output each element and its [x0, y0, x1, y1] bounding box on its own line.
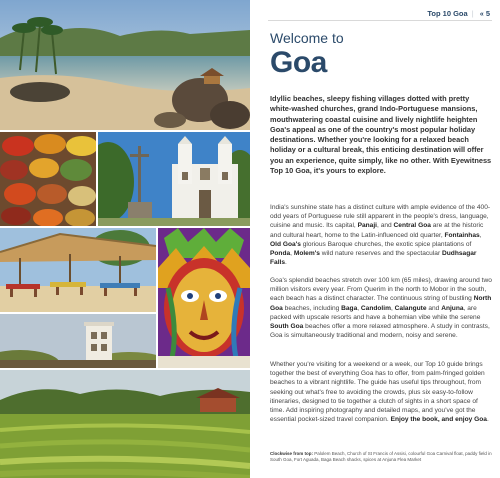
para3-text-1: Whether you're visiting for a weekend or a week, our Top 10 guide brings together the best of everything Goa has to offer, from palm-fringed golden beaches to a vibrant nightlife. The guide has useful tips throughout, from seeking out what's free to avoiding the crowds, plus six easy-to-follow itineraries, designed to tie together a clutch of sights in a short space of time. Add inspiring photography and detailed maps, and you've got the essential pocket-sized travel companion.: [270, 361, 485, 424]
caption-lead: Clockwise from top:: [270, 451, 314, 456]
para2-text-1: Goa's splendid beaches stretch over 100 km (65 miles), drawing around two million visitors every year. From Querim in the north to Mobor in the south, each beach has a distinct character. The continuous string of bustling: [270, 277, 492, 303]
para1-text-4: ,: [479, 231, 482, 239]
photo-caption: [270, 451, 492, 463]
photo-palolem-beach: [0, 0, 250, 130]
para2-place-calangute: Calangute: [394, 304, 427, 312]
para1-place-central-goa: Central Goa: [393, 222, 431, 230]
para1-place-molem: Molem's: [293, 250, 320, 258]
para1-text-3: are at the historic and cultural heart, home to the Latin-influenced old quarter,: [270, 222, 484, 239]
para1-text-7: wild nature reserves and the spectacular: [319, 250, 443, 258]
para1-text-8: .: [285, 259, 287, 267]
para3-text-2: .: [486, 416, 489, 424]
running-head-separator: |: [471, 9, 474, 18]
page-title: Goa: [270, 46, 327, 79]
para2-place-anjuna: Anjuna: [441, 304, 464, 312]
para2-text-4: ,: [390, 304, 395, 312]
para2-place-north-goa: North Goa: [270, 295, 492, 312]
page-number: 5: [485, 9, 490, 18]
para2-text-3: ,: [357, 304, 361, 312]
para2-text-5: and: [426, 304, 442, 312]
photo-fort-aguada: [0, 314, 156, 368]
para3-closing: Enjoy the book, and enjoy Goa: [390, 416, 487, 424]
header-rule: [268, 20, 492, 21]
photo-carnival-float: [158, 228, 250, 368]
para1-text-5: glorious Baroque churches, the exotic spice plantations of: [300, 240, 472, 248]
photo-paddy-field: [0, 370, 250, 478]
caption-text: Palolem Beach, Church of St Francis of Assisi, colourful Goa Carnival float, paddy field in South Goa, Fort Aguada, Baga Beach shacks, spices at Anjuna Flea Market: [270, 451, 492, 462]
body-paragraph-1: [270, 203, 492, 267]
para1-text-6: ,: [290, 250, 294, 258]
chevron-double-right-icon: «: [479, 11, 484, 18]
lead-paragraph: Idyllic beaches, sleepy fishing villages dotted with pretty white-washed churches, grand Indo-Portuguese mansions, mouthwatering coastal cuisine and lively nightlife heighten Goa's appeal as one of the country's most popular holiday destinations. Whether you're looking for a relaxed beach holiday or a cultural break, this enticing destination will offer you an experience, quite simply, like no other. With Eyewitness Top 10 Goa, it's yours to explore.: [270, 94, 492, 176]
photo-beach-shacks: [0, 228, 156, 312]
para1-place-ponda: Ponda: [270, 250, 291, 258]
para1-place-old-goa: Old Goa's: [270, 240, 301, 248]
para1-text-1: India's sunshine state has a distinct culture with ample evidence of the 400-odd years of Portuguese rule still apparent in the people's dress, language, cuisine and music. Its capital,: [270, 204, 491, 230]
running-head-section: Top 10 Goa: [427, 9, 468, 18]
para2-text-2: beaches, including: [282, 304, 342, 312]
para2-place-south-goa: South Goa: [270, 323, 304, 331]
para1-text-2: , and: [377, 222, 394, 230]
photo-church: [98, 132, 250, 226]
para2-place-baga: Baga: [341, 304, 358, 312]
para2-place-candolim: Candolim: [360, 304, 391, 312]
running-head: [272, 9, 490, 18]
body-paragraph-2: [270, 276, 492, 340]
para2-text-6: , are packed with upscale resorts and have a bohemian vibe while the serene: [270, 304, 481, 321]
photo-spices: [0, 132, 96, 226]
body-paragraph-3: [270, 360, 492, 424]
para1-place-fontainhas: Fontainhas: [444, 231, 480, 239]
para1-place-dudhsagar: Dudhsagar Falls: [270, 250, 477, 267]
para2-text-7: beaches offer a more relaxed atmosphere. A study in contrasts, Goa is simultaneously traditional and modern, noisy and serene.: [270, 323, 490, 340]
para1-place-panaji: Panaji: [357, 222, 378, 230]
welcome-heading: Welcome to: [270, 30, 344, 46]
